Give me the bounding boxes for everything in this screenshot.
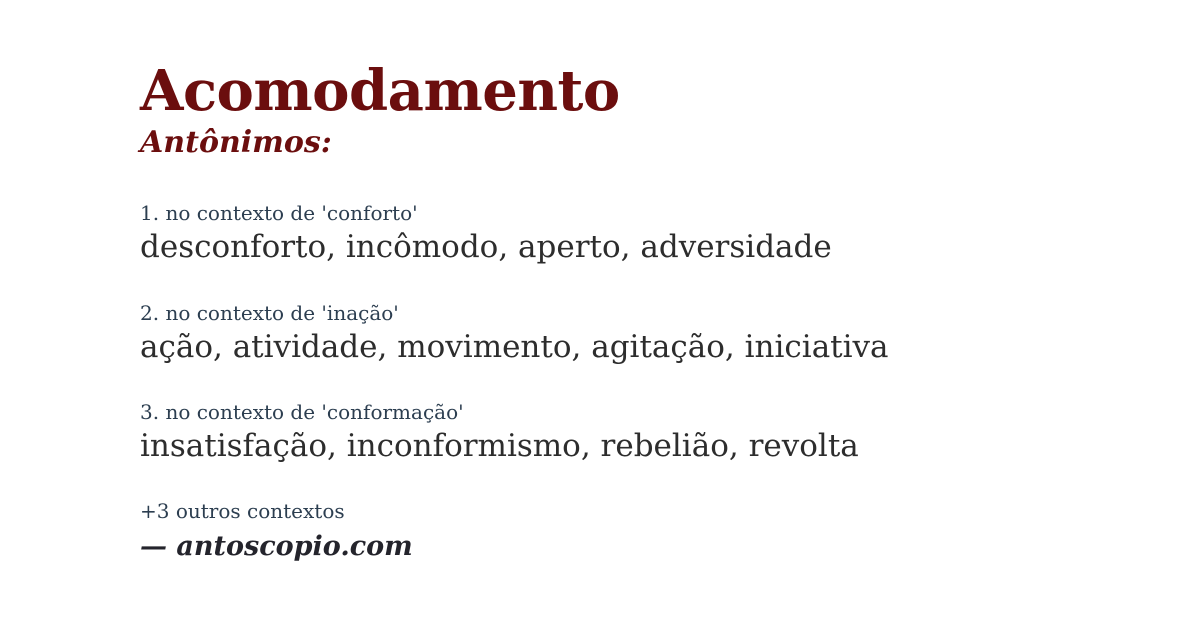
context-section-1: [140, 200, 1140, 269]
antonym-list-1: desconforto, incômodo, aperto, adversidade: [140, 228, 832, 265]
context-label-2: 2. no contexto de 'inação': [140, 300, 399, 325]
more-contexts-note: +3 outros contextos: [140, 499, 345, 524]
word-title: Acomodamento: [140, 58, 620, 124]
context-label-3: 3. no contexto de 'conformação': [140, 400, 464, 425]
context-section-2: [140, 300, 1140, 369]
context-label-1: 1. no contexto de 'conforto': [140, 200, 418, 225]
context-section-3: [140, 399, 1140, 468]
antonym-list-3: insatisfação, inconformismo, rebelião, revolta: [140, 428, 859, 465]
context-sections: [140, 200, 1140, 469]
site-attribution: — antoscopio.com: [140, 531, 413, 562]
antonyms-heading: Antônimos:: [140, 124, 332, 160]
antonym-list-2: ação, atividade, movimento, agitação, iniciativa: [140, 328, 889, 365]
